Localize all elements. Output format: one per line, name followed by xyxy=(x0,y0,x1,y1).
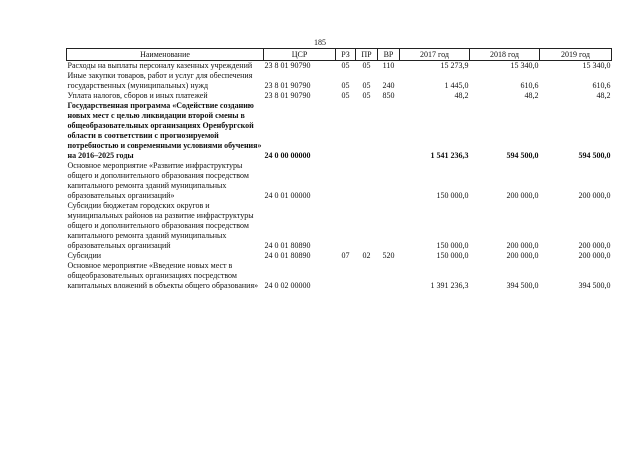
table-row xyxy=(67,201,612,251)
row-2018: 200 000,0 xyxy=(506,251,539,260)
header-2019: 2019 год xyxy=(540,49,612,61)
row-csr: 23 8 01 90790 xyxy=(264,61,311,70)
row-pr: 05 xyxy=(362,81,371,90)
row-2019: 610,6 xyxy=(592,81,611,90)
row-2018: 594 500,0 xyxy=(506,151,539,160)
row-rz xyxy=(336,201,356,251)
row-vr xyxy=(378,261,400,291)
row-pr xyxy=(356,161,378,201)
budget-table xyxy=(66,48,612,291)
row-rz xyxy=(336,161,356,201)
row-2017: 15 273,9 xyxy=(440,61,469,70)
row-name: Уплата налогов, сборов и иных платежей xyxy=(67,91,208,100)
row-name: Расходы на выплаты персоналу казенных учреждений xyxy=(67,61,253,70)
row-2018: 394 500,0 xyxy=(506,281,539,290)
header-vr: ВР xyxy=(378,49,400,61)
row-csr: 24 0 01 80890 xyxy=(264,251,311,260)
row-vr: 110 xyxy=(382,61,395,70)
row-vr: 850 xyxy=(382,91,395,100)
row-2017: 1 541 236,3 xyxy=(430,151,469,160)
row-csr: 24 0 01 00000 xyxy=(264,191,311,200)
row-csr: 23 8 01 90790 xyxy=(264,91,311,100)
row-2019: 200 000,0 xyxy=(578,251,611,260)
table-body xyxy=(67,61,612,292)
header-csr: ЦСР xyxy=(264,49,336,61)
row-2017: 150 000,0 xyxy=(436,191,469,200)
row-2017: 1 391 236,3 xyxy=(430,281,469,290)
page-number: 185 xyxy=(314,38,326,47)
header-rz: РЗ xyxy=(336,49,356,61)
header-pr: ПР xyxy=(356,49,378,61)
row-rz: 05 xyxy=(341,91,350,100)
row-2018: 610,6 xyxy=(520,81,539,90)
row-2019: 48,2 xyxy=(596,91,611,100)
row-name: Основное мероприятие «Введение новых мест в общеобразовательных организациях посредством капитальных вложений в объекты общего образования» xyxy=(67,261,259,290)
row-rz: 05 xyxy=(341,61,350,70)
row-vr xyxy=(378,201,400,251)
row-name: Основное мероприятие «Развитие инфраструктуры общего и дополнительного образования посредством капитального ремонта зданий муниципальных образовательных организаций» xyxy=(67,161,249,200)
table-row xyxy=(67,91,612,101)
row-name: Субсидии бюджетам городских округов и муниципальных районов на развитие инфраструктуры общего и дополнительного образования посредством капитального ремонта зданий муниципальных образовательных организаций xyxy=(67,201,254,250)
row-csr: 24 0 01 80890 xyxy=(264,241,311,250)
table-row xyxy=(67,101,612,161)
row-2019: 394 500,0 xyxy=(578,281,611,290)
row-pr xyxy=(356,201,378,251)
table-row xyxy=(67,161,612,201)
row-2018: 48,2 xyxy=(524,91,539,100)
row-pr: 02 xyxy=(362,251,371,260)
row-2018: 200 000,0 xyxy=(506,241,539,250)
row-name: Государственная программа «Содействие созданию новых мест с целью ликвидации второй смены в общеобразовательных организациях Оренбургской области в соответствии с прогнозируемой потребностью и современными условиями обучения» на 2016–2025 годы xyxy=(67,101,262,160)
table-row xyxy=(67,261,612,291)
row-vr xyxy=(378,101,400,161)
row-2017: 1 445,0 xyxy=(444,81,469,90)
row-pr xyxy=(356,101,378,161)
row-rz xyxy=(336,101,356,161)
row-vr xyxy=(378,161,400,201)
row-csr: 23 8 01 90790 xyxy=(264,81,311,90)
row-2019: 15 340,0 xyxy=(582,61,611,70)
row-csr: 24 0 00 00000 xyxy=(264,151,311,160)
row-rz: 07 xyxy=(341,251,350,260)
row-2019: 200 000,0 xyxy=(578,241,611,250)
row-2017: 150 000,0 xyxy=(436,251,469,260)
row-vr: 240 xyxy=(382,81,395,90)
header-2017: 2017 год xyxy=(400,49,470,61)
row-vr: 520 xyxy=(382,251,395,260)
row-pr: 05 xyxy=(362,61,371,70)
table-row xyxy=(67,61,612,72)
table-header-row xyxy=(67,49,612,61)
row-2018: 200 000,0 xyxy=(506,191,539,200)
row-2019: 200 000,0 xyxy=(578,191,611,200)
row-rz: 05 xyxy=(341,81,350,90)
row-2018: 15 340,0 xyxy=(510,61,539,70)
header-name: Наименование xyxy=(67,49,264,61)
row-csr: 24 0 02 00000 xyxy=(264,281,311,290)
row-pr: 05 xyxy=(362,91,371,100)
row-rz xyxy=(336,261,356,291)
table-row xyxy=(67,71,612,91)
row-pr xyxy=(356,261,378,291)
row-name: Субсидии xyxy=(67,251,102,260)
table-row xyxy=(67,251,612,261)
header-2018: 2018 год xyxy=(470,49,540,61)
row-2019: 594 500,0 xyxy=(578,151,611,160)
row-name: Иные закупки товаров, работ и услуг для обеспечения государственных (муниципальных) нужд xyxy=(67,71,253,90)
row-2017: 48,2 xyxy=(454,91,469,100)
row-2017: 150 000,0 xyxy=(436,241,469,250)
